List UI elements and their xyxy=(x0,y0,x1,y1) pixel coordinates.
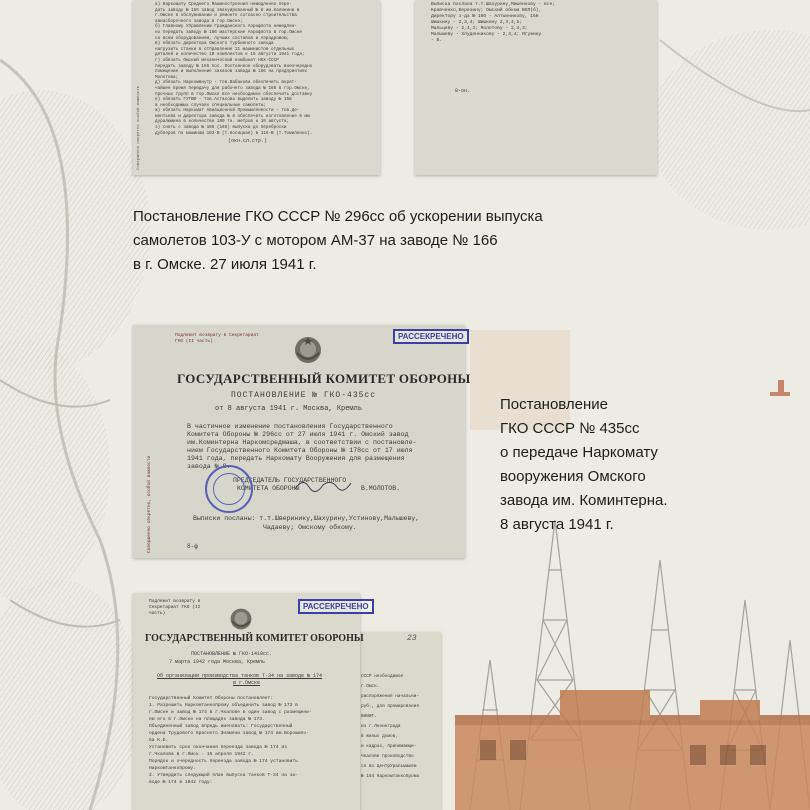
typed-line: СССР необходимое xyxy=(361,674,404,679)
typed-line: 1. Разрешить Наркомтанкопрому объединить завод № 173 в xyxy=(149,703,298,708)
ussr-emblem-icon xyxy=(293,335,323,365)
typed-line: а) Наркомату Среднего Машиностроения немедленно пере- xyxy=(155,2,292,7)
caption-line: о передаче Наркомату xyxy=(500,444,658,461)
caption-line: завода им. Коминтерна. xyxy=(500,492,668,509)
typed-line: Установить срок окончания переезда завода № 174 из xyxy=(149,745,287,750)
typed-line: ж) обязать Наркомат Авиационной Промышленности - тов.Де- xyxy=(155,108,300,114)
decree-number: ПОСТАНОВЛЕНИЕ № ГКО-435сс xyxy=(231,391,377,400)
document-435cc xyxy=(133,325,471,558)
typed-line: ем его в г.Омске на площадях завода № 173. xyxy=(149,717,265,722)
typed-line: Наркомтанкопрому. xyxy=(149,766,196,771)
typed-line: В частичное изменение постановления Государственного xyxy=(187,423,393,430)
typed-line: Шишкину - 2,3,4; Шишкину 2,3,4,5; xyxy=(431,20,522,25)
typed-line: распоряжение начальни- xyxy=(361,694,419,699)
caption-decree-435cc xyxy=(500,393,668,537)
typed-line: в жилых домов, xyxy=(361,734,398,739)
typed-line: прочных групп в гор.Омске все необходимое обеспечить доставку xyxy=(155,91,313,97)
signature-title: ПРЕДСЕДАТЕЛЬ ГОСУДАРСТВЕННОГО xyxy=(233,477,347,484)
caption-line: в г. Омске. 27 июля 1941 г. xyxy=(133,256,317,273)
typed-line: деталей и количество 10 комплектов к 15 августа 1941 года; xyxy=(155,52,305,58)
typed-line: № 154 Наркомтанкопрома xyxy=(361,774,419,779)
document-footer: 8-ф xyxy=(187,543,198,550)
decree-date-line: от 8 августа 1941 г. Москва, Кремль xyxy=(215,405,363,413)
typed-line: и кадрах, принимающи- xyxy=(361,744,417,749)
typed-line: дублеров по машинам 103-В (т.Косицкая) в 116-В (т.Томиленко). xyxy=(155,130,313,136)
decree-subject: Об организации производства танков Т-34 на заводе № 174 xyxy=(157,673,323,679)
typed-line: им.Коминтерна Наркомсредмаша, в соответствии с постановле- xyxy=(187,439,417,446)
back-page-text xyxy=(361,672,441,782)
typed-line: нием Государственного Комитета Обороны № 178сс от 17 июля xyxy=(187,447,413,454)
committee-title: ГОСУДАРСТВЕННЫЙ КОМИТЕТ ОБОРОНЫ xyxy=(177,371,471,386)
document-296cc-page-2 xyxy=(415,0,657,175)
side-margin-note: Совершенно секретно особой важности xyxy=(137,85,141,170)
decree-number: ПОСТАНОВЛЕНИЕ № ГКО-1410сс. xyxy=(191,651,273,657)
side-margin-note: Совершенно секретно, особой важности xyxy=(147,455,152,553)
typed-line: Директору з-да № 166 - Алтынникову, 166 xyxy=(431,14,539,19)
right-middle-figure xyxy=(770,380,790,396)
document-296cc-page-1 xyxy=(133,0,380,175)
typed-line: со всем оборудованием, лучших составов и Аэродромом; xyxy=(155,35,290,41)
typed-line: ся во ЦентрУральмашем xyxy=(361,764,417,769)
typed-line: г.Омске в обслуживании и ремонте согласно строительства xyxy=(155,13,297,19)
typed-line: ментьева и директора завода № 8 обеспечить изготовление 6 мм xyxy=(155,113,310,119)
caption-line: Постановление xyxy=(500,396,609,413)
ussr-emblem-icon xyxy=(229,607,253,631)
caption-line: Постановление ГКО СССР № 296сс об ускорении выпуска xyxy=(133,208,543,225)
typed-line: в) обязать директора Омского турбинного завода xyxy=(155,41,274,47)
typed-line: передать заводу № 166 пос. Постоянное оборудовать внеочередно xyxy=(155,63,313,69)
typed-line: воде № 174 в 1942 году: xyxy=(149,780,213,785)
typed-line: Кравченко,Березину; Омский обком ВКП(б), xyxy=(431,8,542,13)
handwritten-signature xyxy=(293,475,353,495)
return-to-secretariat-note: Подлежит возврату в Секретариат ГКО (II часть) xyxy=(175,333,259,344)
typed-line: г) обязать Омский механический комбинат НКХ-СССР xyxy=(155,57,279,63)
typed-line: Объединенный завод впредь именовать: Государственный xyxy=(149,724,293,729)
document-296cc-text xyxy=(155,2,377,136)
signature-name: В.МОЛОТОВ. xyxy=(361,485,401,492)
typed-line: е) обязать ГУГВФ - тов.Астахова выделить заводу № 166 xyxy=(155,97,292,103)
typed-line: д) обязать Наркомвнутр - тов.Бабакова обеспечить вкрат- xyxy=(155,80,297,86)
typed-line: Порядок и очередность переезда завода № 174 установить xyxy=(149,759,298,764)
document-296cc-continued-note: (окн.сл.стр.) xyxy=(228,138,268,144)
typed-line: Чкалове производство xyxy=(361,754,414,759)
typed-line: авиасборочного завода в гор.Омске; xyxy=(155,18,243,24)
typed-line: Мальцеву - 2,4,3; Молотову - 2,4,3; xyxy=(431,26,528,31)
typed-line: дать заводу № 166 завод эвакуированный № 8 им.Калинина в xyxy=(155,7,300,13)
distribution-list: Выписки посланы: т.т.Шверинику,Шахурину,Устинову,Малышеву, xyxy=(193,515,420,522)
typed-line: Малышеву - Хлудянникову - 2,3,4; Ягужину xyxy=(431,32,542,37)
decree-date-line: 7 марта 1942 года Москва, Кремль xyxy=(169,659,266,665)
typed-line: Молотова; xyxy=(155,74,179,80)
right-upper-sketch xyxy=(650,30,810,230)
typed-line: нагрузить станки в отправление 11 машинистов отдельных xyxy=(155,46,295,52)
round-seal-stamp xyxy=(205,465,253,513)
document-1410cc-back-page xyxy=(355,632,441,810)
typed-line: 1941 года, передать Наркомату Вооружения для размещения xyxy=(187,455,405,462)
return-to-secretariat-note: Подлежит возврату в Секретариат ГКО (II часть) xyxy=(149,599,201,616)
decree-subject-2: в г.Омске xyxy=(233,680,261,686)
left-machinery-sketch xyxy=(0,60,150,810)
typed-line: з) снять с завода № 166 (166) выпуска до переброски xyxy=(155,125,287,131)
typed-line: Комитета Обороны № 296сс от 27 июля 1941 г. Омский завод xyxy=(187,431,409,438)
back-page-number: 23 xyxy=(407,634,417,643)
decree-body xyxy=(187,423,457,471)
typed-line: руб., для премирования xyxy=(361,704,419,709)
typed-line: ва К.Е. xyxy=(149,738,169,743)
decree-body xyxy=(149,695,354,786)
typed-line: но передать заводу № 166 мастерские Аэрофлота в гор.Омске xyxy=(155,29,302,35)
typed-line: Выписка послана т.т.Шахурину,Мишенкову - все; xyxy=(431,2,556,7)
typed-line: из г.Ленинграда xyxy=(361,724,401,729)
typed-line: завода № 8. xyxy=(187,463,231,470)
typed-line: чайшее время передачу для рабочего завода № 166 в гор.Омске, xyxy=(155,85,310,91)
distribution-list-2: Чадаеву; Омскому обкому. xyxy=(263,524,357,531)
typed-line: г.Омске и завод № 174 в г.Чкалове в один завод с размещени- xyxy=(149,710,312,715)
signature-title-2: КОМИТЕТА ОБОРОНЫ xyxy=(237,485,300,492)
orange-factory-building xyxy=(455,690,810,810)
caption-decree-296cc xyxy=(133,205,543,277)
typed-line: помещение и выполнение заказов завода № 166 на предприятиях xyxy=(155,69,308,75)
caption-line: 8 августа 1941 г. xyxy=(500,516,614,533)
caption-line: ГКО СССР № 435сс xyxy=(500,420,640,437)
typed-line: - 8. xyxy=(431,38,443,43)
typed-line: дуралюмина в количестве 100 тн. метров к 10 августа; xyxy=(155,119,290,125)
typed-line: ВНИИТ. xyxy=(361,714,377,719)
document-296cc-distribution-list xyxy=(431,2,653,44)
typed-line: ордена Трудового Красного Знамени завод № 174 им.Ворошило- xyxy=(149,731,309,736)
caption-line: самолетов 103-У с мотором АМ-37 на заводе № 166 xyxy=(133,232,498,249)
typed-line: Государственный Комитет Обороны постановляет: xyxy=(149,696,274,701)
typed-line: г.Омск. xyxy=(361,684,380,689)
declassified-stamp: РАССЕКРЕЧЕНО xyxy=(298,599,374,614)
caption-line: вооружения Омского xyxy=(500,468,646,485)
typed-line: г.Чкалова в г.Омск - 15 апреля 1942 г. xyxy=(149,752,254,757)
typed-line: в необходимых случаях специальные самолеты; xyxy=(155,102,266,108)
document-296cc-page-footer: 8-он. xyxy=(455,88,471,94)
declassified-stamp: РАССЕКРЕЧЕНО xyxy=(393,329,469,344)
typed-line: 2. Утвердить следующий план выпуска танков Т-34 на за- xyxy=(149,773,298,778)
committee-title: ГОСУДАРСТВЕННЫЙ КОМИТЕТ ОБОРОНЫ xyxy=(145,633,364,644)
typed-line: б) Главному Управлению Гражданского Аэрофлота немедлен- xyxy=(155,24,297,30)
